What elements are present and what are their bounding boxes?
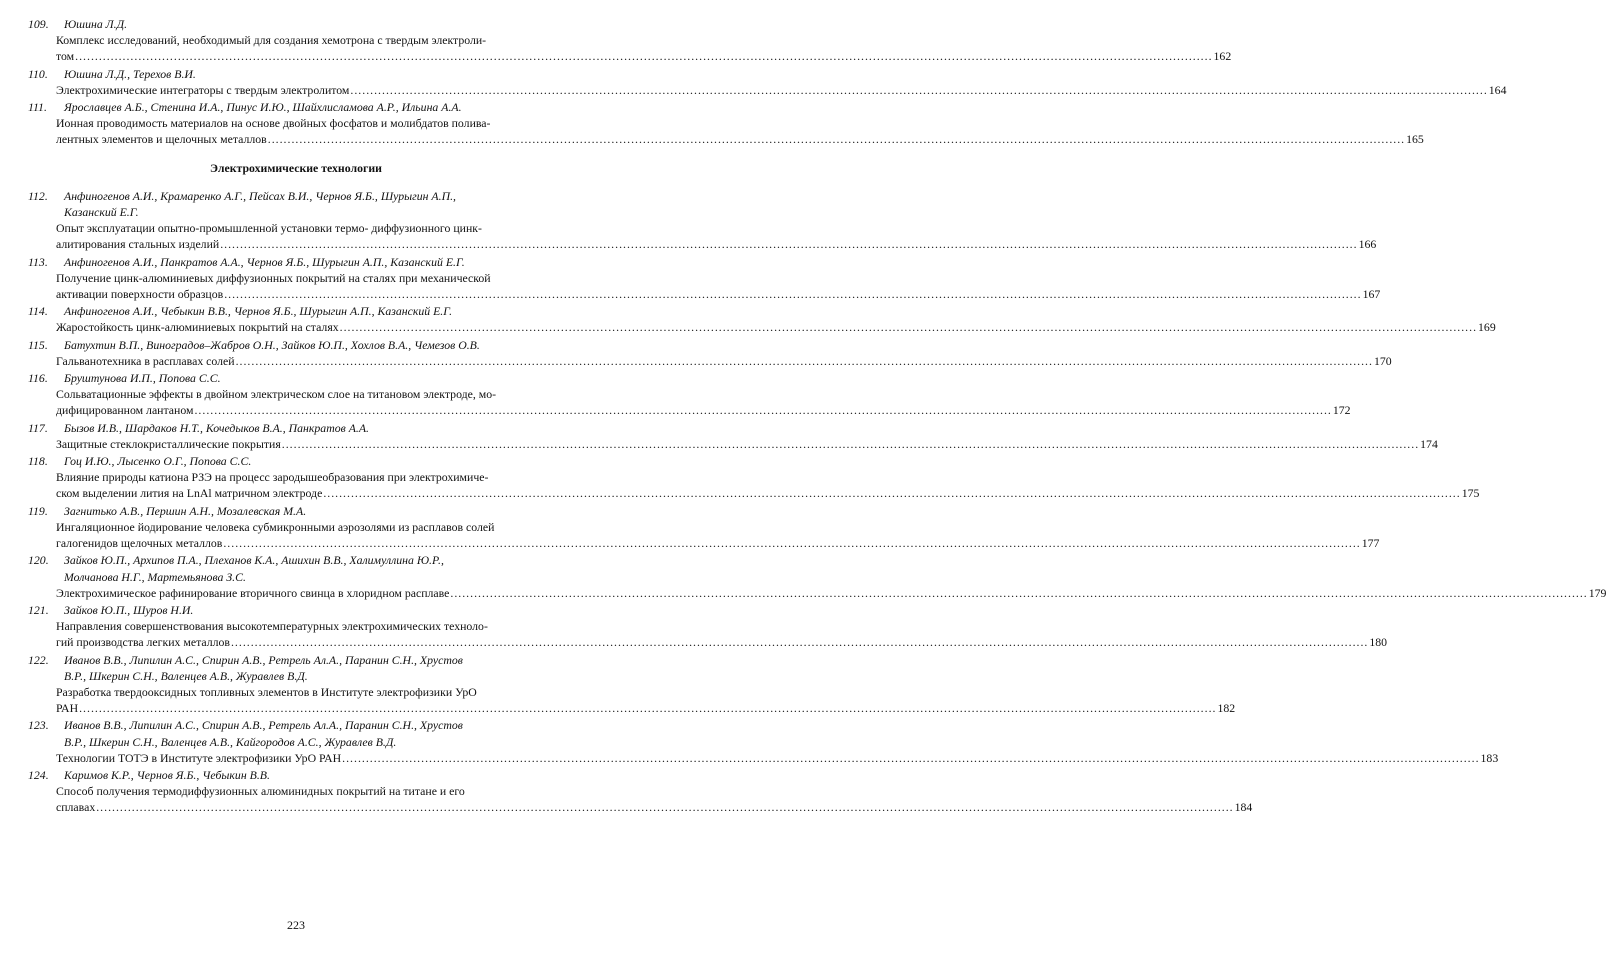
entry-title-text: Ингаляционное йодирование человека субмикронными аэрозолями из расплавов солей (56, 519, 495, 534)
leader-dots (341, 750, 1480, 766)
entry-title-line (56, 535, 1380, 551)
entry-title-text: активации поверхности образцов (56, 287, 224, 302)
entry-title-line (56, 700, 1236, 716)
entry-title-line (56, 353, 1392, 369)
entry-page: 183 (1480, 750, 1499, 765)
entry-page: 180 (1369, 635, 1388, 650)
entry-title-text: сплавах (56, 800, 96, 815)
leader-dots (339, 319, 1478, 335)
entry-authors-line (28, 668, 564, 684)
toc-entry (28, 303, 1496, 335)
entry-authors-line (28, 99, 564, 115)
entry-title-line (56, 618, 564, 634)
entry-number: 123. (28, 718, 49, 733)
toc-entry (28, 767, 1253, 816)
entry-authors: Юшина Л.Д. (64, 17, 128, 31)
entry-number (28, 569, 64, 585)
entry-title-line (56, 386, 564, 402)
toc-entry (28, 188, 1377, 253)
entry-authors-line (28, 16, 564, 32)
entry-title-text: Способ получения термодиффузионных алюминидных покрытий на титане и его (56, 784, 465, 799)
entry-title (56, 585, 1606, 601)
entry-page: 179 (1588, 585, 1606, 600)
entry-title-text: галогенидов щелочных металлов (56, 536, 223, 551)
entry-title-text: Опыт эксплуатации опытно-промышленной установки термо- диффузионного цинк- (56, 221, 482, 236)
entry-number (28, 668, 64, 684)
entry-title (56, 386, 1351, 418)
entry-authors: Батухтин В.П., Виноградов–Жабров О.Н., Зайков Ю.П., Хохлов В.А., Чемезов О.В. (64, 337, 480, 352)
entry-title-text: гий производства легких металлов (56, 635, 230, 650)
entry-title-line (56, 783, 564, 799)
entry-title-line (56, 220, 564, 236)
entry-page: 167 (1362, 287, 1381, 302)
leader-dots (223, 286, 1362, 302)
entry-number: 115. (28, 337, 48, 352)
leader-dots (95, 799, 1234, 815)
entry-authors-line (28, 503, 564, 519)
entry-title (56, 618, 1388, 650)
entry-authors: Анфиногенов А.И., Панкратов А.А., Чернов Я.Б., Шурыгин А.П., Казанский Е.Г. (64, 254, 465, 269)
entry-authors: Анфиногенов А.И., Крамаренко А.Г., Пейсах В.И., Чернов Я.Б., Шурыгин А.П., (64, 188, 456, 203)
entries-group-electrochemical-technologies (28, 188, 1606, 816)
entry-authors-line (28, 652, 564, 668)
entry-authors-line (28, 188, 564, 204)
entry-title-line (56, 634, 1388, 650)
entry-title-text: дифицированном лантаном (56, 403, 194, 418)
toc-entry (28, 337, 1392, 369)
entry-authors-line (28, 370, 564, 386)
entry-title (56, 82, 1507, 98)
leader-dots (230, 634, 1369, 650)
entry-number: 116. (28, 371, 48, 386)
entry-number: 120. (28, 553, 49, 568)
entry-number: 117. (28, 420, 48, 435)
entry-title-line (56, 485, 1480, 501)
entry-authors-line (28, 767, 564, 783)
entry-authors-line (28, 717, 564, 733)
entry-page: 172 (1332, 403, 1351, 418)
leader-dots (322, 485, 1461, 501)
entry-authors-line (28, 569, 564, 585)
leader-dots (193, 402, 1332, 418)
page-number: 223 (287, 918, 305, 932)
entry-authors-line (28, 420, 564, 436)
entry-authors: Иванов В.В., Липилин А.С., Спирин А.В., Рempель Ал.А., Паранин С.Н., Хрустов (64, 652, 463, 667)
entry-title-line (56, 82, 1507, 98)
entry-number: 114. (28, 304, 48, 319)
entry-title-text: Жаростойкость цинк-алюминиевых покрытий на сталях (56, 320, 339, 335)
entry-authors: Каримов К.Р., Чернов Я.Б., Чебыкин В.В. (64, 767, 270, 782)
leader-dots (219, 236, 1358, 252)
entries-group-solid-electrolyte (28, 16, 1507, 148)
entry-title-line (56, 436, 1438, 452)
entry-page: 184 (1234, 800, 1253, 815)
entry-title (56, 319, 1496, 335)
entry-title (56, 469, 1480, 501)
entry-title (56, 115, 1424, 147)
entry-title-text: РАН (56, 701, 79, 716)
entry-title-line (56, 469, 564, 485)
toc-entry (28, 503, 1380, 552)
entry-title (56, 270, 1381, 302)
entry-title (56, 750, 1499, 766)
entry-title-text: ском выделении лития на LnAl матричном электроде (56, 486, 323, 501)
toc-entry (28, 16, 1232, 65)
leader-dots (78, 700, 1217, 716)
entry-title-line (56, 799, 1253, 815)
section-heading: Электрохимические технологии (210, 160, 382, 175)
entry-page: 162 (1213, 49, 1232, 64)
entry-authors-line (28, 602, 564, 618)
entry-title-text: Сольватационные эффекты в двойном электрическом слое на титановом электроде, мо- (56, 387, 497, 402)
entry-authors: Ярославцев А.Б., Стенина И.А., Пинус И.Ю., Шайхлисламова А.Р., Ильина А.А. (64, 100, 462, 115)
toc-entry (28, 66, 1507, 98)
entry-number (28, 204, 64, 220)
entry-page: 177 (1361, 536, 1380, 551)
entry-authors: Казанский Е.Г. (64, 205, 139, 220)
entry-number: 121. (28, 602, 49, 617)
entry-title-text: лентных элементов и щелочных металлов (56, 132, 267, 147)
toc-entry (28, 717, 1499, 766)
entry-number: 119. (28, 503, 48, 518)
entry-authors-line (28, 303, 564, 319)
entry-number: 109. (28, 17, 49, 31)
entry-authors-line (28, 254, 564, 270)
entry-title (56, 519, 1380, 551)
entry-number: 113. (28, 254, 48, 269)
entry-title-text: Гальванотехника в расплавах солей (56, 353, 235, 368)
leader-dots (449, 585, 1588, 601)
leader-dots (235, 353, 1374, 369)
entry-title-text: Технологии ТОТЭ в Институте электрофизики УрО РАН (56, 750, 342, 765)
entry-title-text: Комплекс исследований, необходимый для создания хемотрона с твердым электроли- (56, 33, 487, 48)
entry-authors-line (28, 204, 564, 220)
entry-title (56, 783, 1253, 815)
entry-page: 175 (1461, 486, 1480, 501)
entry-number: 110. (28, 66, 48, 81)
entry-title-line (56, 48, 1232, 64)
entry-title-line (56, 585, 1606, 601)
entry-authors: Зайков Ю.П., Архипов П.А., Плеханов К.А., Ашихин В.В., Халимуллина Ю.Р., (64, 553, 444, 568)
entry-authors-line (28, 337, 564, 353)
entry-title-line (56, 236, 1377, 252)
entry-page: 169 (1478, 320, 1496, 335)
toc-entry (28, 652, 1236, 717)
toc-entry (28, 602, 1388, 651)
toc-entry (28, 420, 1438, 452)
entry-title-text: Направления совершенствования высокотемпературных электрохимических техноло- (56, 619, 488, 634)
entry-authors: Иванов В.В., Липилин А.С., Спирин А.В., Рempель Ал.А., Паранин С.Н., Хрустов (64, 718, 463, 733)
leader-dots (281, 436, 1420, 452)
entry-page: 165 (1406, 132, 1424, 147)
entry-title-text: Влияние природы катиона РЗЭ на процесс зародышеобразования при электрохимиче- (56, 470, 489, 485)
toc-entry (28, 99, 1424, 148)
entry-authors-line (28, 66, 564, 82)
entry-title-text: Защитные стеклокристаллические покрытия (56, 436, 281, 451)
leader-dots (74, 48, 1213, 64)
entry-title-line (56, 131, 1424, 147)
entry-page: 166 (1358, 237, 1377, 252)
entry-number: 118. (28, 454, 48, 469)
toc-entry (28, 254, 1381, 303)
entry-authors-line (28, 453, 564, 469)
entry-title (56, 436, 1438, 452)
entry-page: 170 (1373, 353, 1392, 368)
leader-dots (349, 82, 1488, 98)
entry-title (56, 353, 1392, 369)
entry-number (28, 734, 64, 750)
entry-number: 122. (28, 652, 49, 667)
entry-authors: Загнитько А.В., Першин А.Н., Мозалевская М.А. (64, 503, 307, 518)
entry-title (56, 220, 1377, 252)
entry-page: 174 (1420, 436, 1438, 451)
entry-title-line (56, 684, 564, 700)
entry-authors: Бруштунова И.П., Попова С.С. (64, 371, 221, 386)
entry-authors: Юшина Л.Д., Терехов В.И. (64, 66, 196, 81)
entry-title-line (56, 270, 564, 286)
entry-title-text: том (56, 49, 75, 64)
entry-authors-line (28, 552, 564, 568)
entry-title-text: алитирования стальных изделий (56, 237, 220, 252)
entry-title-text: Ионная проводимость материалов на основе двойных фосфатов и молибдатов полива- (56, 116, 491, 131)
entry-authors: Гоц И.Ю., Лысенко О.Г., Попова С.С. (64, 454, 252, 469)
entry-authors: В.Р., Шкерин С.Н., Валенцев А.В., Журавлев В.Д. (64, 668, 308, 683)
entry-title-text: Электрохимические интеграторы с твердым электролитом (56, 82, 350, 97)
entry-title-line (56, 519, 564, 535)
toc-entry (28, 453, 1480, 502)
entry-title-text: Получение цинк-алюминиевых диффузионных покрытий на сталях при механической (56, 270, 491, 285)
entry-title-line (56, 319, 1496, 335)
entry-title-text: Разработка твердооксидных топливных элементов в Институте электрофизики УрО (56, 684, 477, 699)
entry-authors: Молчанова Н.Г., Мартемьянова З.С. (64, 569, 246, 584)
entry-title-text: Электрохимическое рафинирование вторичного свинца в хлоридном расплаве (56, 585, 450, 600)
entry-title-line (56, 32, 564, 48)
entry-title-line (56, 750, 1499, 766)
entry-number: 112. (28, 188, 48, 203)
entry-title-line (56, 286, 1381, 302)
toc-entry (28, 370, 1351, 419)
entry-authors: Бызов И.В., Шардаков Н.Т., Кочедыков В.А., Панкратов А.А. (64, 420, 370, 435)
entry-title (56, 684, 1236, 716)
entry-authors-line (28, 734, 564, 750)
toc-content (28, 16, 1606, 817)
entry-number: 111. (28, 100, 47, 115)
toc-entry (28, 552, 1606, 601)
leader-dots (222, 535, 1361, 551)
entry-page: 164 (1488, 82, 1507, 97)
entry-authors: В.Р., Шкерин С.Н., Валенцев А.В., Кайгородов А.С., Журавлев В.Д. (64, 734, 397, 749)
entry-number: 124. (28, 767, 49, 782)
entry-title-line (56, 115, 564, 131)
entry-authors: Зайков Ю.П., Шуров Н.И. (64, 602, 194, 617)
leader-dots (267, 131, 1406, 147)
entry-page: 182 (1217, 701, 1236, 716)
entry-authors: Анфиногенов А.И., Чебыкин В.В., Чернов Я.Б., Шурыгин А.П., Казанский Е.Г. (64, 304, 453, 319)
entry-title-line (56, 402, 1351, 418)
entry-title (56, 32, 1232, 64)
